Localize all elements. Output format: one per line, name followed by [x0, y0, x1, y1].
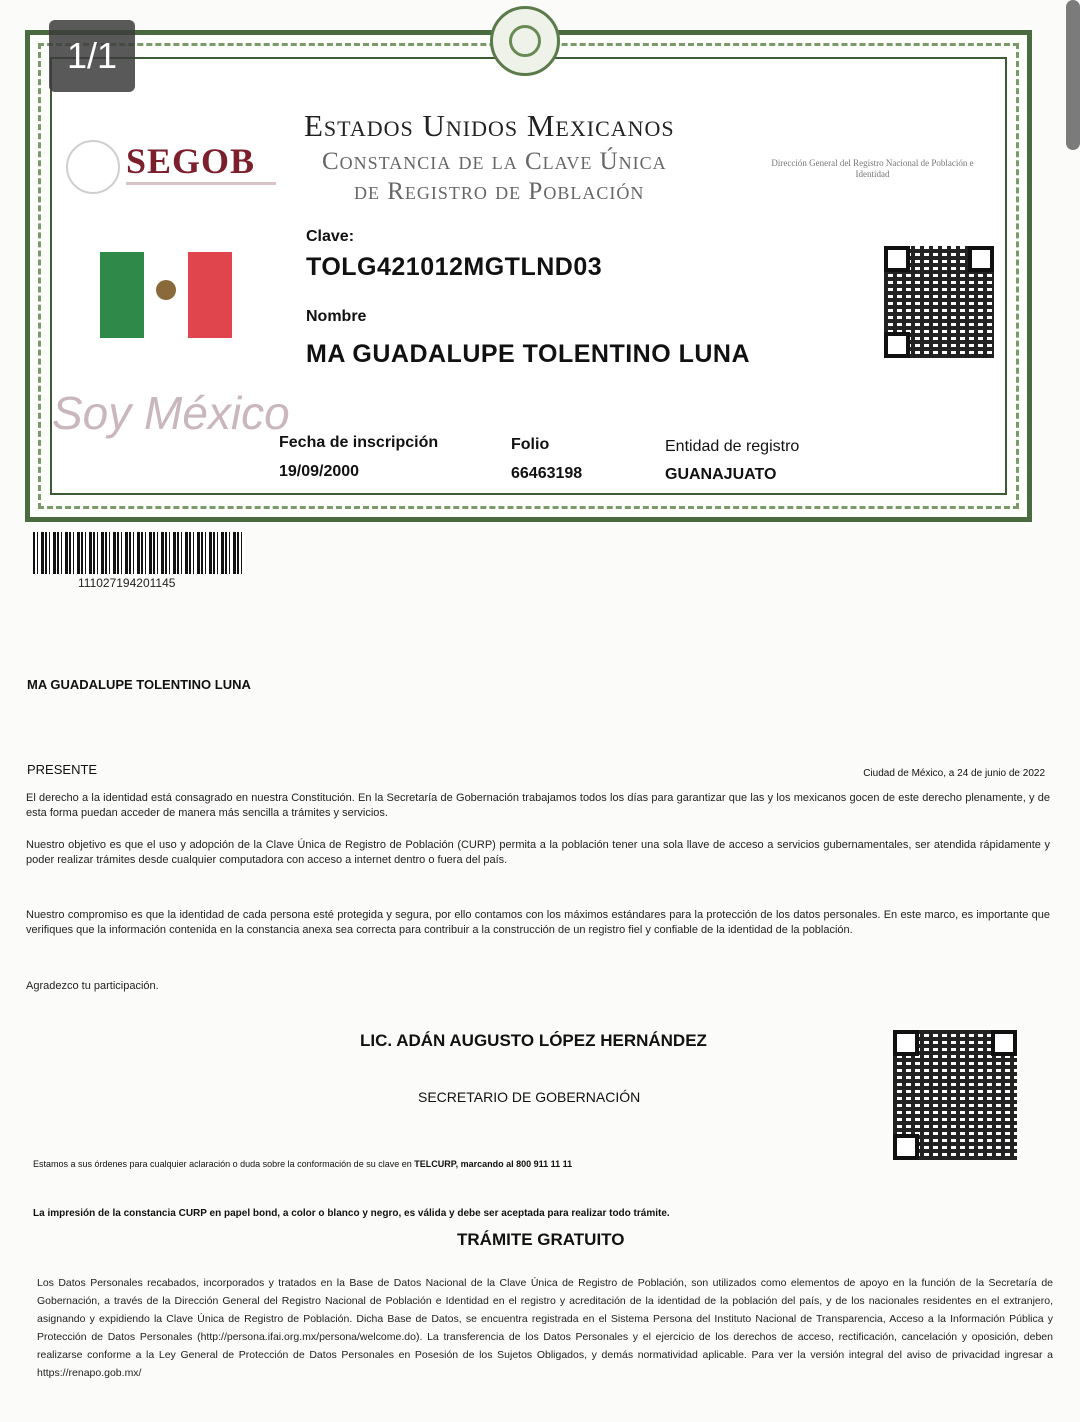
folio-label: Folio	[511, 436, 550, 453]
page-counter: 1/1	[49, 20, 135, 92]
mexican-flag-icon	[100, 252, 232, 338]
signatory-title: SECRETARIO DE GOBERNACIÓN	[418, 1089, 641, 1105]
document-subtitle-1: Constancia de la Clave Única	[322, 148, 667, 175]
telcurp-text: Estamos a sus órdenes para cualquier aclaración o duda sobre la conformación de su clave en	[33, 1159, 412, 1169]
folio-value: 66463198	[511, 465, 583, 482]
fecha-value: 19/09/2000	[279, 463, 360, 480]
nombre-label: Nombre	[306, 308, 367, 325]
letter-recipient: MA GUADALUPE TOLENTINO LUNA	[27, 677, 251, 692]
nombre-value: MA GUADALUPE TOLENTINO LUNA	[306, 340, 751, 368]
letter-paragraph-3: Nuestro compromiso es que la identidad de cada persona esté protegida y segura, por ello contamos con los máximos estándares para la protección de los datos personales. En este marco, es importante que verifiques que la información contenida en la constancia anexa sea correcta para contribuir a la construcción de un registro fiel y confiable de la identidad de la población.	[26, 909, 1050, 936]
impresion-note: La impresión de la constancia CURP en papel bond, a color o blanco y negro, es válida y debe ser aceptada para realizar todo trámite.	[33, 1208, 670, 1219]
telcurp-phone: TELCURP, marcando al 800 911 11 11	[414, 1159, 573, 1169]
tramite-gratuito: TRÁMITE GRATUITO	[457, 1230, 625, 1249]
national-seal-icon	[490, 6, 560, 76]
renapo-heading: Dirección General del Registro Nacional de Población e Identidad	[771, 158, 974, 179]
barcode-number: 111027194201145	[78, 576, 176, 590]
letter-qr-code	[893, 1030, 1017, 1160]
signatory-name: LIC. ADÁN AUGUSTO LÓPEZ HERNÁNDEZ	[360, 1031, 707, 1050]
letter-date: Ciudad de México, a 24 de junio de 2022	[863, 768, 1045, 779]
letter-paragraph-2: Nuestro objetivo es que el uso y adopción de la Clave Única de Registro de Población (CURP) permita a la población tener una sola llave de acceso a servicios gubernamentales, ser atendida rápidamente y poder realizar trámites desde cualquier computadora con acceso a internet dentro o fuera del país.	[26, 839, 1050, 866]
barcode	[33, 532, 245, 574]
letter-paragraph-1: El derecho a la identidad está consagrado en nuestra Constitución. En la Secretaría de Gobernación trabajamos todos los días para garantizar que las y los mexicanos gocen de este derecho plenamente, y de esta forma puedan acceder de manera más sencilla a trámites y servicios.	[26, 792, 1050, 819]
entidad-value: GUANAJUATO	[665, 466, 777, 483]
document-title: Estados Unidos Mexicanos	[304, 108, 675, 143]
segob-subline	[126, 182, 276, 185]
letter-presente: PRESENTE	[27, 762, 98, 777]
segob-logo: SEGOB	[126, 141, 256, 181]
clave-value: TOLG421012MGTLND03	[306, 253, 603, 281]
fecha-label: Fecha de inscripción	[279, 434, 439, 451]
document-subtitle-2: de Registro de Población	[354, 178, 645, 205]
segob-seal-icon	[66, 140, 120, 194]
letter-paragraph-4: Agradezco tu participación.	[26, 980, 159, 992]
scrollbar[interactable]	[1066, 0, 1080, 150]
soy-mexico-slogan: Soy México	[52, 387, 290, 439]
telcurp-note	[33, 1159, 883, 1169]
entidad-label: Entidad de registro	[665, 438, 800, 455]
certificate-qr-code	[884, 246, 994, 358]
clave-label: Clave:	[306, 228, 355, 245]
privacy-notice: Los Datos Personales recabados, incorporados y tratados en la Base de Datos Nacional de la Clave Única de Registro de Población, son utilizados como elementos de apoyo en la función de la Secretaría de Gobernación, a través de la Dirección General del Registro Nacional de Población e Identidad en el registro y acreditación de la identidad de la población del país, y de los nacionales residentes en el extranjero, asignando y expidiendo la Clave Única de Registro de Población. Dicha Base de Datos, se encuentra registrada en el Sistema Persona del Instituto Nacional de Transparencia, Acceso a la Información Pública y Protección de Datos Personales (http://persona.ifai.org.mx/persona/welcome.do). La transferencia de los Datos Personales y el ejercicio de los derechos de acceso, rectificación, cancelación y oposición, deben realizarse conforme a la Ley General de Protección de Datos Personales en Posesión de los Sujetos Obligados, y demás normatividad aplicable. Para ver la versión integral del aviso de privacidad ingresar a https://renapo.gob.mx/	[37, 1277, 1053, 1379]
